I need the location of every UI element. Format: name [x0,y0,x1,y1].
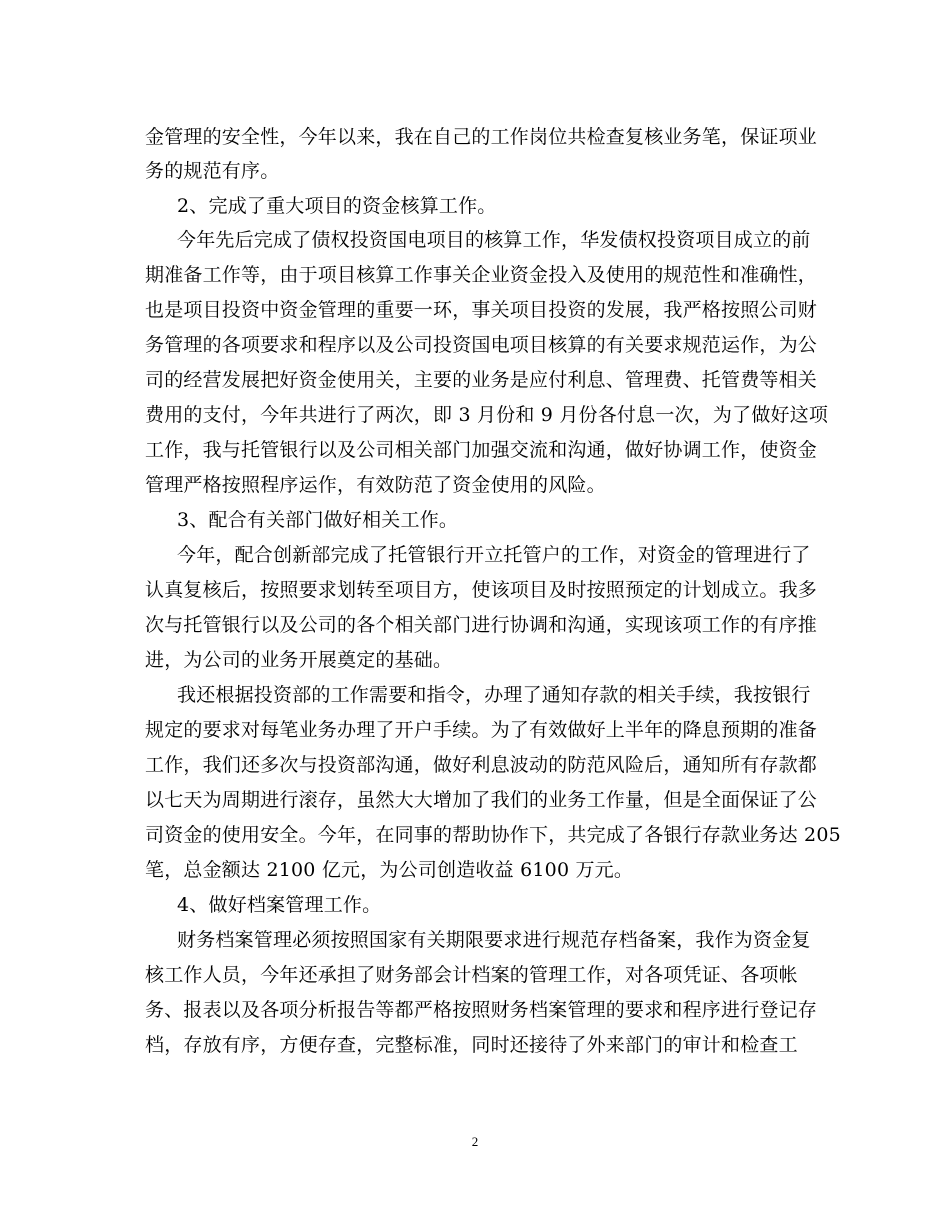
text-line: 司的经营发展把好资金使用关，主要的业务是应付利息、管理费、托管费等相关 [145,369,818,391]
text-line: 务、报表以及各项分析报告等都严格按照财务档案管理的要求和程序进行登记存 [145,999,818,1021]
text-line: 工作，我与托管银行以及公司相关部门加强交流和沟通，做好协调工作，使资金 [145,439,818,461]
text-line: 我还根据投资部的工作需要和指令，办理了通知存款的相关手续，我按银行 [177,684,811,706]
text-line: 也是项目投资中资金管理的重要一环，事关项目投资的发展，我严格按照公司财 [145,299,818,321]
text-line: 今年先后完成了债权投资国电项目的核算工作，华发债权投资项目成立的前 [177,229,811,251]
text-line: 进，为公司的业务开展奠定的基础。 [145,649,453,671]
text-line: 以七天为周期进行滚存，虽然大大增加了我们的业务工作量，但是全面保证了公 [145,789,818,811]
text-line: 笔，总金额达 2100 亿元，为公司创造收益 6100 万元。 [145,859,634,881]
section-heading: 3、配合有关部门做好相关工作。 [177,509,459,531]
text-line: 今年，配合创新部完成了托管银行开立托管户的工作，对资金的管理进行了 [177,544,811,566]
text-line: 财务档案管理必须按照国家有关期限要求进行规范存档备案，我作为资金复 [177,929,811,951]
text-line: 管理严格按照程序运作，有效防范了资金使用的风险。 [145,474,606,496]
section-heading: 4、做好档案管理工作。 [177,894,382,916]
text-line: 次与托管银行以及公司的各个相关部门进行协调和沟通，实现该项工作的有序推 [145,614,818,636]
text-line: 金管理的安全性，今年以来，我在自己的工作岗位共检查复核业务笔，保证项业 [145,126,818,148]
text-line: 司资金的使用安全。今年，在同事的帮助协作下，共完成了各银行存款业务达 205 [145,824,841,846]
text-line: 工作，我们还多次与投资部沟通，做好利息波动的防范风险后，通知所有存款都 [145,754,818,776]
text-line: 务管理的各项要求和程序以及公司投资国电项目核算的有关要求规范运作，为公 [145,334,818,356]
text-line: 档，存放有序，方便存查，完整标准，同时还接待了外来部门的审计和检查工 [145,1034,798,1056]
text-line: 规定的要求对每笔业务办理了开户手续。为了有效做好上半年的降息预期的准备 [145,719,818,741]
text-line: 认真复核后，按照要求划转至项目方，使该项目及时按照预定的计划成立。我多 [145,579,818,601]
text-line: 务的规范有序。 [145,160,280,182]
page-number: 2 [471,1134,479,1149]
text-line: 期准备工作等，由于项目核算工作事关企业资金投入及使用的规范性和准确性， [145,264,818,286]
section-heading: 2、完成了重大项目的资金核算工作。 [177,195,497,217]
text-line: 核工作人员，今年还承担了财务部会计档案的管理工作，对各项凭证、各项帐 [145,964,798,986]
text-line: 费用的支付，今年共进行了两次，即 3 月份和 9 月份各付息一次，为了做好这项 [145,404,829,426]
